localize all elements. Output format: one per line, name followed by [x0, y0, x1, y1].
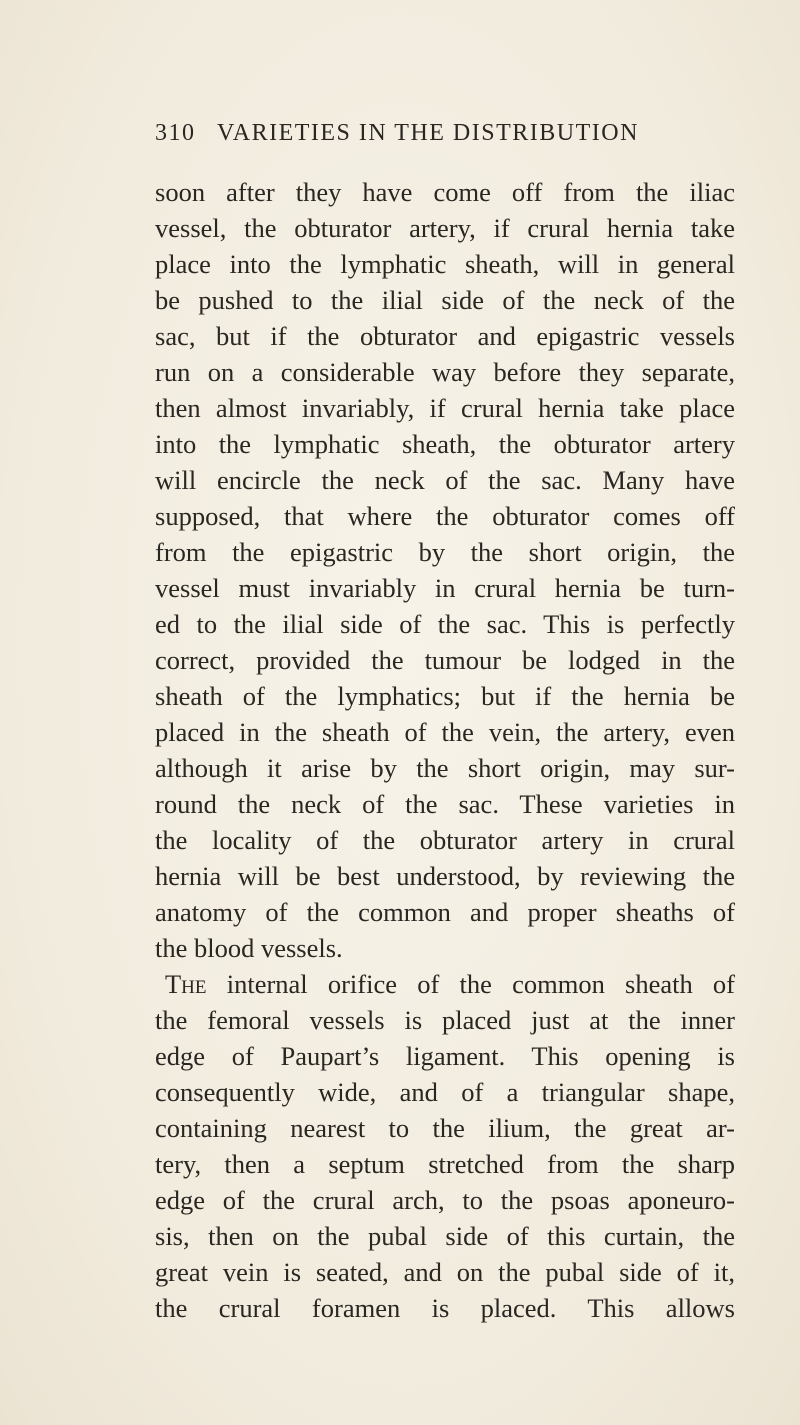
- text-line: sac, but if the obturator and epigastric vessels: [155, 321, 735, 351]
- text-line: the femoral vessels is placed just at the inner: [155, 1005, 735, 1035]
- text-line: the blood vessels.: [155, 933, 343, 963]
- text-line: edge of Paupart’s ligament. This opening is: [155, 1041, 735, 1071]
- text-line: consequently wide, and of a triangular shape,: [155, 1077, 735, 1107]
- text-line: run on a considerable way before they separate,: [155, 357, 735, 387]
- text-line: sis, then on the pubal side of this curtain, the: [155, 1221, 735, 1251]
- text-line: soon after they have come off from the iliac: [155, 177, 735, 207]
- text-line: the crural foramen is placed. This allows: [155, 1293, 735, 1323]
- text-line: ed to the ilial side of the sac. This is perfectly: [155, 609, 735, 639]
- text-line: correct, provided the tumour be lodged in the: [155, 645, 735, 675]
- text-line: anatomy of the common and proper sheaths of: [155, 897, 735, 927]
- paragraph-opening-line: [155, 966, 735, 1002]
- text-line: will encircle the neck of the sac. Many have: [155, 465, 735, 495]
- running-title: VARIETIES IN THE DISTRIBUTION: [217, 120, 639, 146]
- text-line: placed in the sheath of the vein, the artery, even: [155, 717, 735, 747]
- text-line: hernia will be best understood, by reviewing the: [155, 861, 735, 891]
- text-line: vessel, the obturator artery, if crural hernia take: [155, 213, 735, 243]
- text-line: vessel must invariably in crural hernia be turn-: [155, 573, 735, 603]
- text-line: be pushed to the ilial side of the neck of the: [155, 285, 735, 315]
- text-line: then almost invariably, if crural hernia take place: [155, 393, 735, 423]
- text-line: although it arise by the short origin, may sur-: [155, 753, 735, 783]
- text-line: place into the lymphatic sheath, will in general: [155, 249, 735, 279]
- running-head: [155, 120, 735, 152]
- text-line: into the lymphatic sheath, the obturator artery: [155, 429, 735, 459]
- text-line: containing nearest to the ilium, the great ar-: [155, 1113, 735, 1143]
- text-line: edge of the crural arch, to the psoas aponeuro-: [155, 1185, 735, 1215]
- text-line-rest: internal orifice of the common sheath of: [206, 969, 735, 999]
- text-line: tery, then a septum stretched from the sharp: [155, 1149, 735, 1179]
- text-line: supposed, that where the obturator comes off: [155, 501, 735, 531]
- text-line: the locality of the obturator artery in crural: [155, 825, 735, 855]
- lead-word: The: [165, 969, 207, 999]
- text-line: round the neck of the sac. These varieties in: [155, 789, 735, 819]
- text-line: great vein is seated, and on the pubal side of it,: [155, 1257, 735, 1287]
- text-line: from the epigastric by the short origin, the: [155, 537, 735, 567]
- page-number: 310: [155, 120, 196, 146]
- text-line: sheath of the lymphatics; but if the hernia be: [155, 681, 735, 711]
